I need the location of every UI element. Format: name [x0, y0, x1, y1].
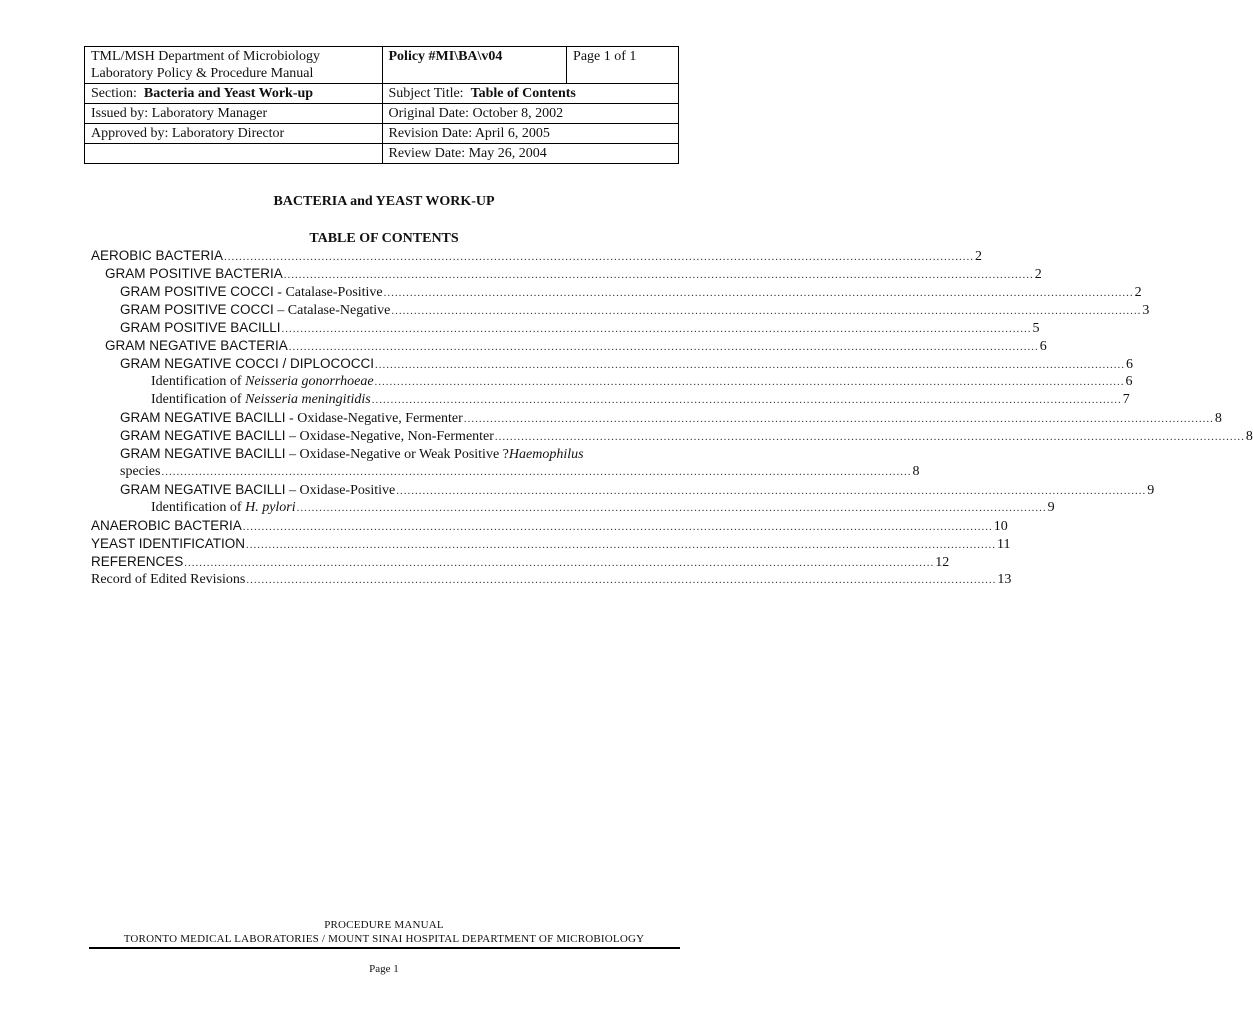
- policy-header-table: [84, 46, 679, 164]
- toc-entry-label: GRAM NEGATIVE BACILLI: [120, 410, 286, 425]
- toc-entry: [91, 248, 983, 266]
- toc-entry: [91, 554, 950, 572]
- toc-entry-label: GRAM POSITIVE COCCI: [120, 302, 274, 317]
- toc-dot-leader: ........................................................................................................................................................................................................: [383, 287, 1134, 299]
- toc-page-number: 2: [1034, 267, 1042, 282]
- toc-dot-leader: ........................................................................................................................................................................................................: [391, 305, 1142, 317]
- toc-entry: [91, 320, 1040, 338]
- toc-page-number: 10: [993, 519, 1008, 534]
- toc-page-number: 6: [1126, 357, 1134, 372]
- toc-heading: TABLE OF CONTENTS: [309, 231, 459, 246]
- section-cell: Section: Bacteria and Yeast Work-up: [85, 84, 383, 104]
- toc-entry-text: [151, 392, 371, 408]
- toc-page-number: 6: [1039, 339, 1047, 354]
- toc-dot-leader: ........................................................................................................................................................................................................: [224, 251, 975, 263]
- toc-entry-text: [120, 482, 395, 499]
- toc-page-number: 8: [912, 464, 920, 479]
- toc-entry-text: [91, 248, 223, 265]
- toc-entry-text: [91, 572, 245, 588]
- toc-entry-text: [120, 428, 494, 445]
- subject-cell: Subject Title: Table of Contents: [382, 84, 679, 104]
- toc-entry-label: GRAM NEGATIVE BACILLI: [120, 482, 286, 497]
- toc-dot-leader: ........................................................................................................................................................................................................: [242, 521, 993, 533]
- toc-dot-leader: ........................................................................................................................................................................................................: [246, 539, 997, 551]
- toc-entry-text: [105, 338, 288, 355]
- original-date: Original Date: October 8, 2002: [382, 104, 679, 124]
- toc-page-number: 6: [1125, 374, 1133, 389]
- toc-page-number: 2: [975, 249, 983, 264]
- toc-page-number: 11: [997, 537, 1011, 552]
- toc-entry-label: YEAST IDENTIFICATION: [91, 536, 246, 551]
- toc-entry: [91, 356, 1134, 374]
- policy-number: Policy #MI\BA\v04: [382, 47, 567, 84]
- toc-entry-label: REFERENCES: [91, 554, 184, 569]
- toc-page-number: 9: [1047, 500, 1055, 515]
- toc-entry-text: [151, 374, 374, 390]
- toc-entry: [91, 482, 1155, 500]
- footer-manual: PROCEDURE MANUAL: [324, 919, 444, 931]
- toc-page-number: 12: [935, 555, 950, 570]
- toc-entry-detail: – Oxidase-Negative, Non-Fermenter: [285, 429, 494, 444]
- toc-entry-label: GRAM NEGATIVE BACTERIA: [105, 338, 288, 353]
- toc-entry-detail: - Oxidase-Negative, Fermenter: [285, 411, 463, 426]
- toc-dot-leader: ........................................................................................................................................................................................................: [246, 574, 997, 586]
- toc-entry-label: GRAM POSITIVE COCCI: [120, 284, 274, 299]
- toc-page-number: 9: [1147, 483, 1155, 498]
- department-line: TML/MSH Department of Microbiology: [91, 49, 321, 64]
- page-number: Page 1: [369, 963, 399, 975]
- toc-dot-leader: ........................................................................................................................................................................................................: [396, 485, 1147, 497]
- toc-entry-text: [120, 410, 463, 427]
- toc-entry-detail: – Oxidase-Negative or Weak Positive ?: [285, 447, 509, 462]
- toc-dot-leader: ........................................................................................................................................................................................................: [184, 557, 935, 569]
- toc-entry-label: GRAM POSITIVE BACTERIA: [105, 266, 283, 281]
- toc-entry-text: [120, 284, 383, 301]
- toc-entry-label: Identification of: [151, 500, 246, 515]
- toc-dot-leader: ........................................................................................................................................................................................................: [281, 323, 1032, 335]
- toc-entry-continuation: [91, 464, 920, 482]
- toc-entry: [91, 536, 1011, 554]
- toc-page-number: 8: [1214, 411, 1222, 426]
- department-cell: [85, 47, 383, 84]
- toc-page-number: 5: [1032, 321, 1040, 336]
- toc-entry: [91, 446, 678, 464]
- empty-cell: [85, 144, 383, 164]
- toc-entry: [91, 410, 1222, 428]
- footer-organization: TORONTO MEDICAL LABORATORIES / MOUNT SINAI HOSPITAL DEPARTMENT OF MICROBIOLOGY: [123, 933, 645, 945]
- revision-date: Revision Date: April 6, 2005: [382, 124, 679, 144]
- toc-page-number: 8: [1245, 429, 1253, 444]
- toc-dot-leader: ........................................................................................................................................................................................................: [371, 394, 1122, 406]
- table-of-contents: [91, 248, 1253, 590]
- toc-entry: [91, 500, 1055, 518]
- manual-line: Laboratory Policy & Procedure Manual: [91, 66, 314, 81]
- toc-entry-detail: – Catalase-Negative: [273, 303, 391, 318]
- toc-entry-text: [120, 447, 584, 462]
- section-value: Bacteria and Yeast Work-up: [143, 86, 314, 101]
- toc-dot-leader: ........................................................................................................................................................................................................: [296, 502, 1047, 514]
- toc-entry-italic: Haemophilus: [508, 447, 584, 462]
- document-title: BACTERIA and YEAST WORK-UP: [273, 194, 495, 209]
- toc-page-number: 2: [1134, 285, 1142, 300]
- toc-entry-italic: Neisseria gonorrhoeae: [245, 374, 374, 389]
- toc-entry: [91, 374, 1133, 392]
- toc-entry: [91, 392, 1130, 410]
- toc-page-number: 7: [1122, 392, 1130, 407]
- toc-dot-leader: ........................................................................................................................................................................................................: [283, 269, 1034, 281]
- toc-entry-label: AEROBIC BACTERIA: [91, 248, 224, 263]
- toc-entry: [91, 518, 1008, 536]
- toc-entry-label: ANAEROBIC BACTERIA: [91, 518, 242, 533]
- toc-dot-leader: ........................................................................................................................................................................................................: [288, 341, 1039, 353]
- toc-dot-leader: ........................................................................................................................................................................................................: [161, 466, 912, 478]
- toc-entry-text: [105, 266, 283, 283]
- toc-entry-text: [120, 302, 390, 319]
- toc-entry-detail: – Oxidase-Positive: [285, 483, 396, 498]
- toc-dot-leader: ........................................................................................................................................................................................................: [374, 376, 1125, 388]
- toc-dot-leader: ........................................................................................................................................................................................................: [375, 359, 1126, 371]
- toc-entry-text: [120, 320, 281, 337]
- toc-page-number: 13: [997, 572, 1012, 587]
- toc-entry: [91, 428, 1253, 446]
- toc-entry: [91, 284, 1142, 302]
- toc-entry-text: [91, 554, 183, 571]
- toc-entry-label: GRAM NEGATIVE BACILLI: [120, 428, 286, 443]
- page-of: Page 1 of 1: [567, 47, 679, 84]
- toc-dot-leader: ........................................................................................................................................................................................................: [463, 413, 1214, 425]
- toc-page-number: 3: [1142, 303, 1150, 318]
- toc-entry-text: [120, 356, 374, 373]
- toc-entry-label: GRAM NEGATIVE BACILLI: [120, 446, 286, 461]
- toc-entry: [91, 572, 1012, 590]
- issued-by: Issued by: Laboratory Manager: [85, 104, 383, 124]
- toc-entry-italic: H. pylori: [245, 500, 296, 515]
- review-date: Review Date: May 26, 2004: [382, 144, 679, 164]
- toc-dot-leader: ........................................................................................................................................................................................................: [494, 431, 1245, 443]
- toc-entry-label: GRAM POSITIVE BACILLI: [120, 320, 281, 335]
- toc-entry-text: species: [120, 464, 161, 479]
- footer-divider: [89, 947, 680, 949]
- toc-entry-text: [91, 536, 245, 553]
- approved-by: Approved by: Laboratory Director: [85, 124, 383, 144]
- toc-entry-label: GRAM NEGATIVE COCCI / DIPLOCOCCI: [120, 356, 375, 371]
- subject-value: Table of Contents: [470, 86, 576, 101]
- toc-entry: [91, 266, 1042, 284]
- toc-entry-label: Identification of: [151, 392, 246, 407]
- toc-entry-detail: - Catalase-Positive: [273, 285, 383, 300]
- toc-entry-label: Record of Edited Revisions: [91, 572, 246, 587]
- toc-entry-text: [91, 518, 242, 535]
- toc-entry-label: Identification of: [151, 374, 246, 389]
- toc-entry: [91, 338, 1047, 356]
- toc-entry-italic: Neisseria meningitidis: [245, 392, 371, 407]
- toc-entry: [91, 302, 1150, 320]
- toc-entry-text: [151, 500, 296, 516]
